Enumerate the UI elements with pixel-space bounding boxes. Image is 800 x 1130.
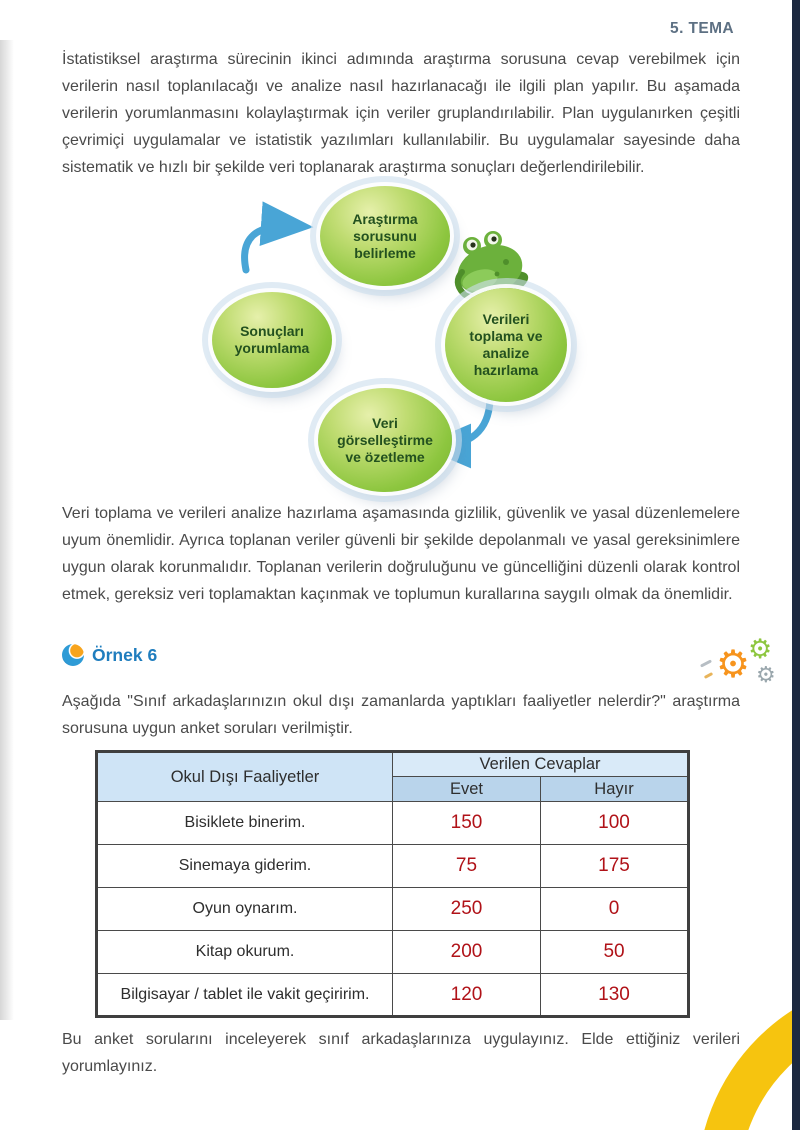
activity-cell: Sinemaya giderim. xyxy=(97,845,393,888)
example-drop-icon xyxy=(62,644,84,666)
node-define-question xyxy=(320,186,450,286)
no-count-cell: 100 xyxy=(541,802,689,845)
yes-count-cell: 120 xyxy=(393,974,541,1017)
no-count-cell: 0 xyxy=(541,888,689,931)
yes-column-header: Evet xyxy=(393,777,541,802)
privacy-paragraph: Veri toplama ve verileri analize hazırlama aşamasında gizlilik, güvenlik ve yasal düzenlemelere uyum önemlidir. Ayrıca toplanan veriler güvenli bir şekilde depolanmalı ve yasal gereksinimlere uygun olarak korunmalıdır. Toplanan verilerin doğruluğunu ve güncelliğini düzenli olarak kontrol etmek, gereksiz veri toplamaktan kaçınmak ve toplumun kurallarına saygılı olmak da önemlidir. xyxy=(62,505,740,603)
activity-cell: Kitap okurum. xyxy=(97,931,393,974)
activity-column-header: Okul Dışı Faaliyetler xyxy=(97,752,393,802)
activity-cell: Oyun oynarım. xyxy=(97,888,393,931)
node-visualize-summarize xyxy=(318,388,452,492)
research-cycle-diagram xyxy=(180,188,610,500)
node-label: Verileri toplama ve analize hazırlama xyxy=(469,311,543,378)
gear-icon: ⚙ xyxy=(748,634,773,664)
example-intro: Aşağıda "Sınıf arkadaşlarınızın okul dışı zamanlarda yaptıkları faaliyetler nelerdir?" araştırma sorusuna uygun anket soruları verilmiştir. xyxy=(62,693,740,737)
gear-dash-icon xyxy=(704,672,713,679)
scan-edge-shadow xyxy=(0,40,14,1020)
table-row xyxy=(97,802,689,845)
page-edge-bar xyxy=(792,0,800,1130)
survey-table xyxy=(95,750,690,1018)
table-row xyxy=(97,931,689,974)
no-count-cell: 130 xyxy=(541,974,689,1017)
answers-group-header: Verilen Cevaplar xyxy=(393,752,689,777)
yes-count-cell: 250 xyxy=(393,888,541,931)
closing-paragraph: Bu anket sorularını inceleyerek sınıf arkadaşlarınıza uygulayınız. Elde ettiğiniz verileri yorumlayınız. xyxy=(62,1031,740,1075)
tema-heading: 5. TEMA xyxy=(670,20,734,37)
example-title: Örnek 6 xyxy=(92,644,158,665)
activity-cell: Bilgisayar / tablet ile vakit geçiririm. xyxy=(97,974,393,1017)
node-label: Sonuçları yorumlama xyxy=(234,323,310,356)
arrow-results-to-question-icon xyxy=(245,226,296,270)
yellow-arc-decoration xyxy=(690,1000,792,1130)
yes-count-cell: 150 xyxy=(393,802,541,845)
gear-dash-icon xyxy=(700,659,712,667)
activity-cell: Bisiklete binerim. xyxy=(97,802,393,845)
no-count-cell: 50 xyxy=(541,931,689,974)
example-heading xyxy=(62,644,157,666)
yes-count-cell: 75 xyxy=(393,845,541,888)
table-header-row xyxy=(97,752,689,777)
table-row xyxy=(97,974,689,1017)
gear-icon: ⚙ xyxy=(756,662,776,687)
node-label: Araştırma sorusunu belirleme xyxy=(352,210,418,261)
table-row xyxy=(97,888,689,931)
node-interpret-results xyxy=(212,292,332,388)
intro-paragraph: İstatistiksel araştırma sürecinin ikinci adımında araştırma sorusuna cevap verebilmek için verilerin nasıl toplanılacağı ve analize nasıl hazırlanacağı ile ilgili plan yapılır. Bu aşamada verilerin yorumlanmasını kolaylaştırmak için veriler gruplandırılabilir. Plan uygulanırken çeşitli çevrimiçi uygulamalar ve istatistik yazılımları kullanılabilir. Bu uygulamalar sayesinde daha sistematik ve hızlı bir şekilde veri toplanarak araştırma sonuçları değerlendirilebilir. xyxy=(62,51,740,176)
node-label: Veri görselleştirme ve özetleme xyxy=(337,414,433,465)
yes-count-cell: 200 xyxy=(393,931,541,974)
no-count-cell: 175 xyxy=(541,845,689,888)
table-row xyxy=(97,845,689,888)
no-column-header: Hayır xyxy=(541,777,689,802)
node-collect-prepare xyxy=(445,288,567,402)
gear-icon: ⚙ xyxy=(716,644,751,686)
